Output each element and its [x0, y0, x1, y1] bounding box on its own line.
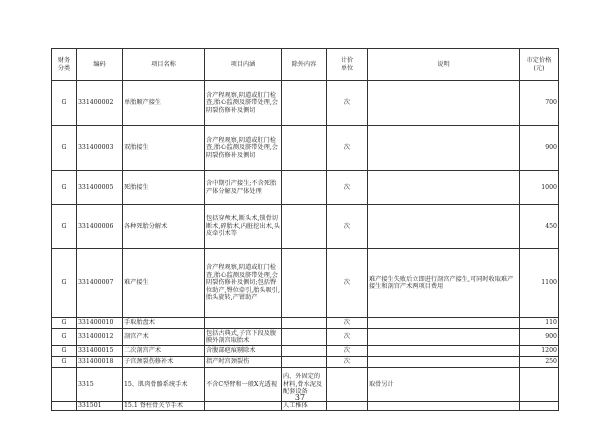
cell-note — [368, 357, 520, 368]
cell-category: G — [52, 81, 77, 126]
cell-note — [368, 205, 520, 249]
cell-unit: 次 — [327, 318, 368, 329]
cell-price: 900 — [520, 126, 559, 171]
cell-excluded — [282, 171, 327, 205]
cell-content: 含产程观察,阴道或肛门检查,胎心监测及脐带处理,会阴裂伤修补及侧切 — [205, 126, 282, 171]
cell-excluded — [282, 357, 327, 368]
cell-category: G — [52, 329, 77, 346]
cell-unit: 次 — [327, 171, 368, 205]
cell-code: 331400005 — [77, 171, 123, 205]
cell-unit: 次 — [327, 205, 368, 249]
table-row — [52, 402, 559, 411]
cell-note — [368, 402, 520, 411]
cell-price: 700 — [520, 81, 559, 126]
cell-excluded — [282, 329, 327, 346]
cell-name: 剖宫产术 — [123, 329, 205, 346]
cell-name: 单胎顺产接生 — [123, 81, 205, 126]
cell-content: 包括古典式,子宫下段及腹膜外剖宫取胎术 — [205, 329, 282, 346]
cell-category: G — [52, 171, 77, 205]
cell-content: 含腹部疤痕剔除术 — [205, 346, 282, 357]
cell-price: 1000 — [520, 171, 559, 205]
cell-code: 331400018 — [77, 357, 123, 368]
cell-excluded — [282, 126, 327, 171]
cell-category — [52, 402, 77, 411]
cell-price — [520, 402, 559, 411]
cell-name: 15、肌肉骨骼系统手术 — [123, 368, 205, 402]
table-row — [52, 81, 559, 126]
cell-name: 死胎接生 — [123, 171, 205, 205]
cell-price: 1100 — [520, 249, 559, 318]
cell-code: 331501 — [77, 402, 123, 411]
cell-note — [368, 81, 520, 126]
cell-category: G — [52, 249, 77, 318]
table-row — [52, 329, 559, 346]
cell-code: 331400003 — [77, 126, 123, 171]
cell-code: 331400002 — [77, 81, 123, 126]
cell-note — [368, 171, 520, 205]
cell-unit: 次 — [327, 81, 368, 126]
cell-name: 二次剖宫产术 — [123, 346, 205, 357]
cell-code: 331400015 — [77, 346, 123, 357]
cell-name: 双胎接生 — [123, 126, 205, 171]
header-content: 项目内涵 — [205, 49, 282, 81]
cell-unit: 次 — [327, 346, 368, 357]
cell-excluded — [282, 205, 327, 249]
page-number: 37 — [294, 393, 306, 402]
table-row — [52, 249, 559, 318]
cell-name: 15.1 脊柱骨关节手术 — [123, 402, 205, 411]
header-price: 市定价格 (元) — [520, 49, 559, 81]
cell-note — [368, 126, 520, 171]
cell-price: 1200 — [520, 346, 559, 357]
table-row — [52, 318, 559, 329]
table-row — [52, 346, 559, 357]
cell-content: 指产时宫颈裂伤 — [205, 357, 282, 368]
cell-excluded: 内、外固定的材料,骨水泥及配套设备 — [282, 368, 327, 402]
cell-name: 手取胎盘术 — [123, 318, 205, 329]
cell-price: 110 — [520, 318, 559, 329]
cell-unit — [327, 402, 368, 411]
cell-note — [368, 329, 520, 346]
cell-content — [205, 402, 282, 411]
cell-content: 不含C型臂和一般X光透视 — [205, 368, 282, 402]
header-unit: 计价 单位 — [327, 49, 368, 81]
fee-schedule-table — [51, 48, 559, 411]
cell-note: 取骨另计 — [368, 368, 520, 402]
table-row — [52, 171, 559, 205]
header-excluded: 除外内容 — [282, 49, 327, 81]
header-row — [52, 49, 559, 81]
cell-excluded — [282, 318, 327, 329]
cell-excluded — [282, 81, 327, 126]
cell-content: 含产程观察,阴道或肛门检查,胎心监测及脐带处理,会阴裂伤修补及侧切 — [205, 81, 282, 126]
table-row — [52, 126, 559, 171]
cell-note — [368, 318, 520, 329]
cell-content: 包括穿颅术,断头术,锁骨切断术,碎胎术,内脏挖出术,头皮牵引术等 — [205, 205, 282, 249]
cell-code: 331400010 — [77, 318, 123, 329]
cell-excluded: 人工椎体 — [282, 402, 327, 411]
header-code: 编码 — [77, 49, 123, 81]
cell-price: 250 — [520, 357, 559, 368]
table-row — [52, 205, 559, 249]
cell-category: G — [52, 346, 77, 357]
cell-name: 各种死胎分解术 — [123, 205, 205, 249]
cell-code: 3315 — [77, 368, 123, 402]
cell-excluded — [282, 346, 327, 357]
header-category: 财务 分类 — [52, 49, 77, 81]
cell-code: 331400007 — [77, 249, 123, 318]
cell-category: G — [52, 318, 77, 329]
cell-content: 含中期引产接生;不含死胎产体分解及尸体处理 — [205, 171, 282, 205]
cell-content: 含产程观察,阴道或肛门检查,胎心监测及脐带处理,会阴裂伤修补及侧切;包括臀位助产,臀位牵引,胎头吸引,胎头旋转,产钳助产 — [205, 249, 282, 318]
cell-unit: 次 — [327, 126, 368, 171]
cell-note — [368, 346, 520, 357]
cell-category: G — [52, 205, 77, 249]
table-row — [52, 357, 559, 368]
cell-note: 难产接生失败后立即进行剖宫产接生,可同时收取难产接生和剖宫产术两项目费用 — [368, 249, 520, 318]
cell-price: 900 — [520, 329, 559, 346]
cell-category: G — [52, 126, 77, 171]
cell-name: 难产接生 — [123, 249, 205, 318]
cell-unit: 次 — [327, 329, 368, 346]
cell-unit: 次 — [327, 357, 368, 368]
cell-name: 子宫颈裂伤修补术 — [123, 357, 205, 368]
cell-category: G — [52, 357, 77, 368]
header-note: 说明 — [368, 49, 520, 81]
cell-content — [205, 318, 282, 329]
cell-excluded — [282, 249, 327, 318]
cell-code: 331400012 — [77, 329, 123, 346]
header-name: 项目名称 — [123, 49, 205, 81]
cell-code: 331400006 — [77, 205, 123, 249]
cell-unit: 次 — [327, 249, 368, 318]
cell-price: 450 — [520, 205, 559, 249]
